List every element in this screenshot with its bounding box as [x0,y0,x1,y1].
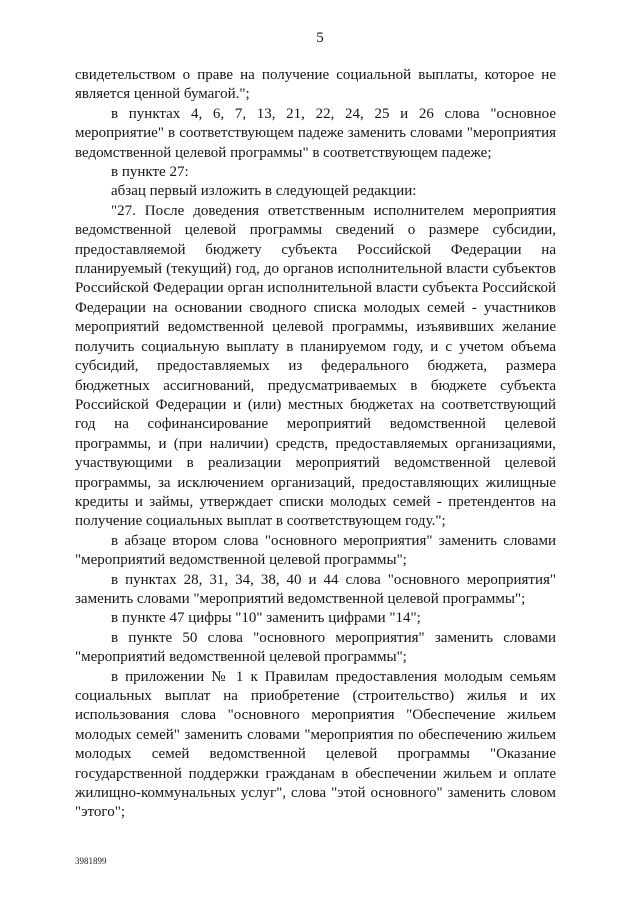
paragraph-amendment-items-28-44: в пунктах 28, 31, 34, 38, 40 и 44 слова "основного мероприятия" заменить словами "мероприятий ведомственной целевой программы"; [75,571,556,607]
document-body [75,66,556,823]
paragraph-continuation: свидетельством о праве на получение социальной выплаты, которое не является ценной бумагой."; [75,67,556,103]
paragraph-item-27-heading: в пункте 27: [111,164,189,181]
paragraph-first-paragraph-instruction: абзац первый изложить в следующей редакции: [111,183,417,200]
paragraph-appendix-1-amendment: в приложении № 1 к Правилам предоставления молодым семьям социальных выплат на приобретение (строительство) жилья и их использования слова "основного мероприятия "Обеспечение жильем молодых семей" заменить словами "мероприятия по обеспечению жильем молодых семей ведомственной целевой программы "Оказание государственной поддержки гражданам в обеспечении жильем и оплате жилищно-коммунальных услуг", слова "этой основного" заменить словом "этого"; [75,668,556,821]
footer-document-code: 3981899 [75,856,107,866]
paragraph-amendment-item-47: в пункте 47 цифры "10" заменить цифрами "14"; [111,610,421,627]
paragraph-second-paragraph-amendment: в абзаце втором слова "основного мероприятия" заменить словами "мероприятий ведомственной целевой программы"; [75,532,556,569]
paragraph-amendment-items-4-26: в пунктах 4, 6, 7, 13, 21, 22, 24, 25 и 26 слова "основное мероприятие" в соответствующем падеже заменить словами "мероприятия ведомственной целевой программы" в соответствующем падеже; [75,105,556,161]
paragraph-amendment-item-50: в пункте 50 слова "основного мероприятия" заменить словами "мероприятий ведомственной целевой программы"; [75,629,556,666]
paragraph-item-27-new-text: "27. После доведения ответственным исполнителем мероприятия ведомственной целевой программы сведений о размере субсидии, предоставляемой бюджету субъекта Российской Федерации на планируемый (текущий) год, до органов исполнительной власти субъектов Российской Федерации орган исполнительной власти субъекта Российской Федерации на основании сводного списка молодых семей - участников мероприятий ведомственной целевой программы, изъявивших желание получить социальную выплату в планируемом году, и с учетом объема субсидий, предоставляемых из федерального бюджета, размера бюджетных ассигнований, предусматриваемых в бюджете субъекта Российской Федерации и (или) местных бюджетах на соответствующий год на софинансирование мероприятий ведомственной целевой программы, и (при наличии) средств, предоставляемых организациями, участвующими в реализации мероприятий ведомственной целевой программы, за исключением организаций, предоставляющих жилищные кредиты и займы, утверждает списки молодых семей - претендентов на получение социальных выплат в соответствующем году."; [75,202,556,530]
page-number: 5 [316,30,324,46]
